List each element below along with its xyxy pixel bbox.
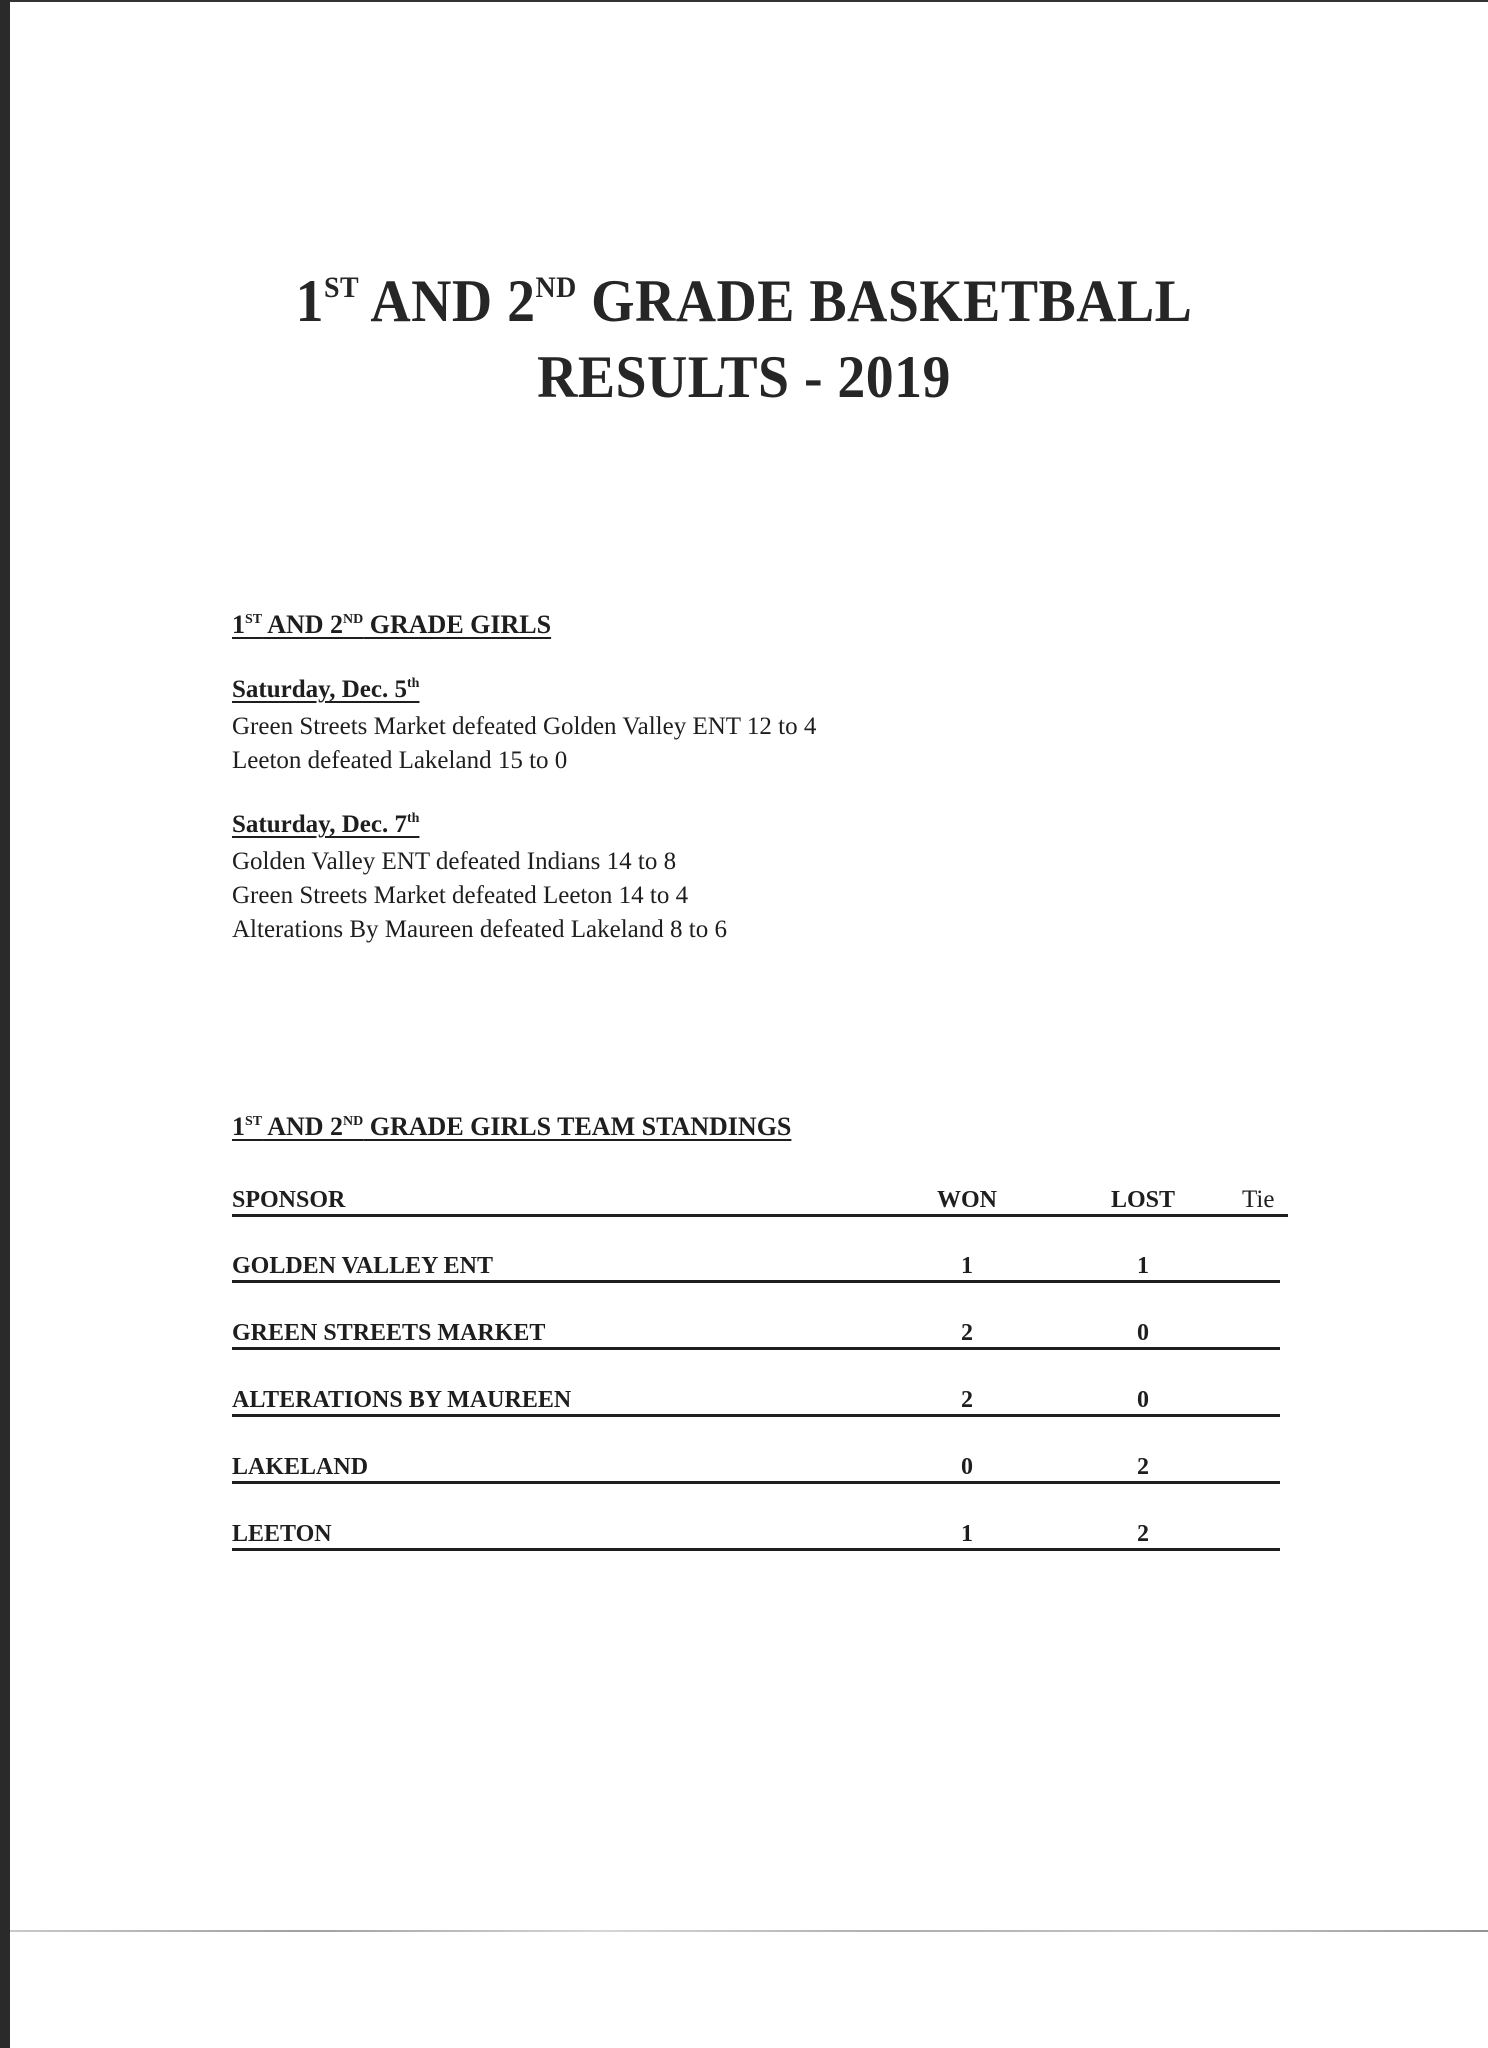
title-line-2: RESULTS - 2019 — [537, 344, 951, 410]
game-result: Leeton defeated Lakeland 15 to 0 — [232, 747, 568, 774]
heading-superscript: ND — [343, 612, 364, 627]
cell-lost: 1 — [1137, 1253, 1149, 1279]
table-row — [232, 1246, 1280, 1283]
column-header-lost: LOST — [1110, 1187, 1176, 1213]
heading-superscript: ST — [245, 1114, 263, 1129]
title-text: AND 2 — [359, 268, 536, 334]
cell-won: 2 — [961, 1387, 973, 1413]
scan-edge-left — [0, 0, 10, 2048]
title-superscript: ND — [535, 271, 577, 304]
heading-text: GRADE GIRLS TEAM STANDINGS — [363, 1112, 792, 1141]
heading-text: AND 2 — [262, 610, 344, 639]
cell-won: 1 — [961, 1253, 973, 1279]
cell-sponsor: LAKELAND — [232, 1454, 369, 1480]
scan-fold-line — [10, 1930, 1488, 1932]
page-title — [52, 250, 1436, 415]
cell-won: 2 — [961, 1320, 973, 1346]
title-text: GRADE BASKETBALL — [576, 268, 1193, 334]
day-heading-dec-7 — [232, 811, 419, 839]
girls-section-heading — [232, 610, 551, 640]
column-header-won: WON — [937, 1187, 997, 1213]
heading-text: GRADE GIRLS — [363, 610, 552, 639]
heading-superscript: ND — [343, 1114, 364, 1129]
heading-text: 1 — [232, 1112, 245, 1141]
column-header-sponsor: SPONSOR — [232, 1187, 346, 1213]
cell-lost: 0 — [1137, 1387, 1149, 1413]
standings-heading — [232, 1112, 791, 1142]
game-result: Golden Valley ENT defeated Indians 14 to 8 — [232, 848, 677, 875]
cell-lost: 2 — [1137, 1454, 1149, 1480]
table-row — [232, 1380, 1280, 1417]
game-result: Green Streets Market defeated Golden Valley ENT 12 to 4 — [232, 713, 817, 740]
heading-superscript: ST — [245, 612, 263, 627]
table-row — [232, 1313, 1280, 1350]
cell-lost: 2 — [1137, 1521, 1149, 1547]
heading-text: 1 — [232, 610, 245, 639]
title-superscript: ST — [323, 271, 360, 304]
table-row — [232, 1514, 1280, 1551]
cell-lost: 0 — [1137, 1320, 1149, 1346]
table-row — [232, 1447, 1280, 1484]
cell-sponsor: GREEN STREETS MARKET — [232, 1320, 546, 1346]
column-header-tie: Tie — [1242, 1186, 1275, 1213]
standings-table-header — [232, 1180, 1288, 1217]
scan-edge-top — [0, 0, 1488, 2]
heading-text: AND 2 — [262, 1112, 344, 1141]
day-superscript: th — [407, 811, 420, 826]
game-result: Alterations By Maureen defeated Lakeland 8 to 6 — [232, 916, 727, 943]
day-label: Saturday, Dec. 5 — [232, 676, 407, 703]
day-superscript: th — [407, 676, 420, 691]
cell-sponsor: GOLDEN VALLEY ENT — [232, 1253, 493, 1279]
day-heading-dec-5 — [232, 676, 419, 704]
game-result: Green Streets Market defeated Leeton 14 to 4 — [232, 882, 689, 909]
cell-won: 1 — [961, 1521, 973, 1547]
cell-won: 0 — [961, 1454, 973, 1480]
cell-sponsor: ALTERATIONS BY MAUREEN — [232, 1387, 572, 1413]
title-line-1 — [52, 250, 1436, 339]
day-label: Saturday, Dec. 7 — [232, 811, 407, 838]
cell-sponsor: LEETON — [232, 1521, 332, 1547]
title-text: 1 — [295, 268, 324, 334]
